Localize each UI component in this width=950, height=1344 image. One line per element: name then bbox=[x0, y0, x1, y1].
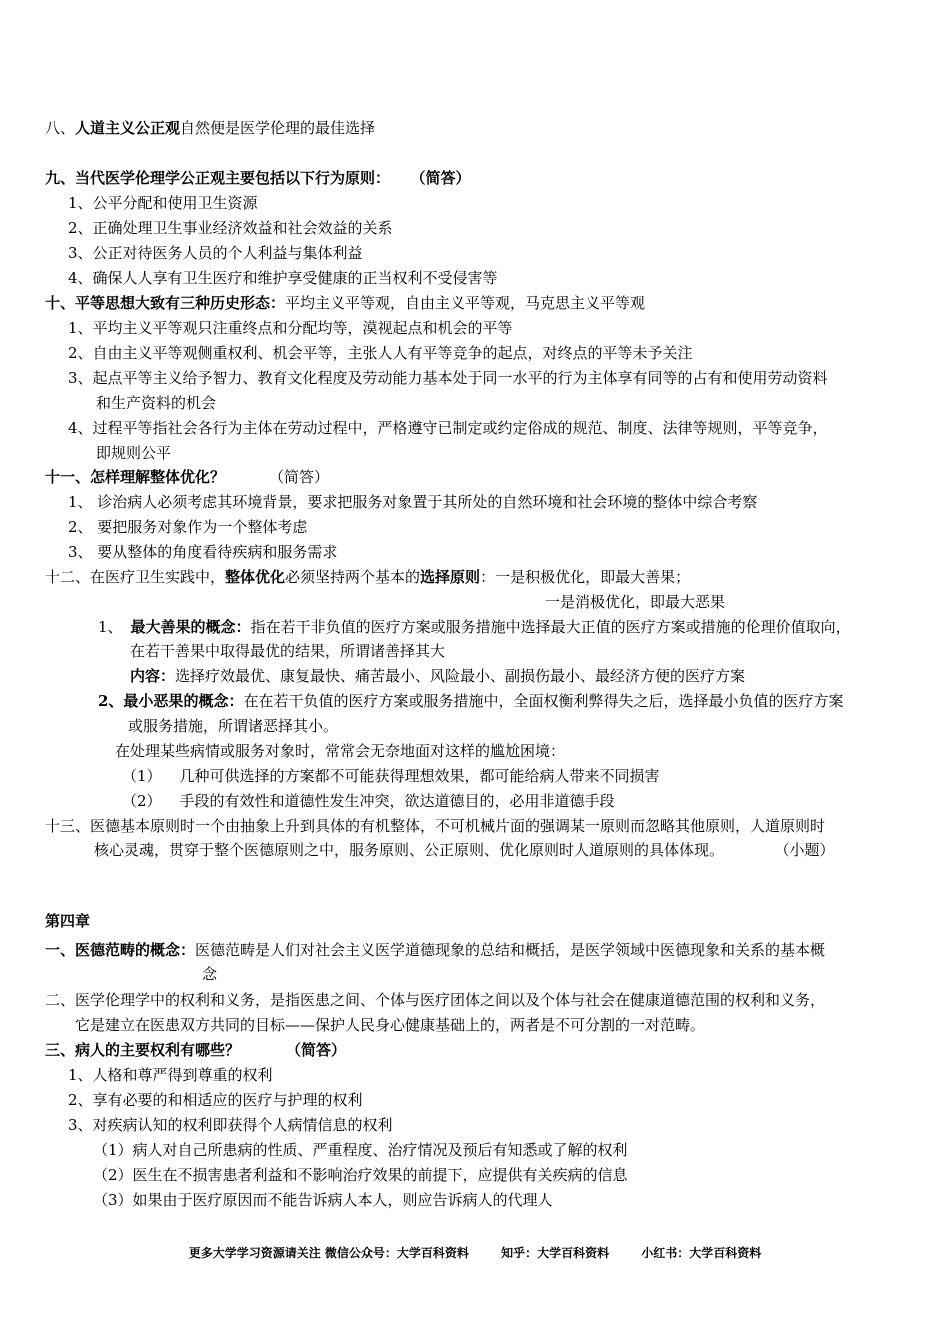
footer-xiaohongshu: 小红书：大学百科资料 bbox=[641, 1246, 762, 1260]
section-12-line2: 一是消极优化，即最大恶果 bbox=[545, 593, 726, 611]
list-item: 3、起点平等主义给予智力、教育文化程度及劳动能力基本处于同一水平的行为主体享有同等的占有和使用劳动资料 bbox=[68, 369, 828, 387]
sub-item: （2）医生在不损害患者利益和不影响治疗效果的前提下，应提供有关疾病的信息 bbox=[93, 1166, 628, 1184]
chapter-heading: 第四章 bbox=[45, 912, 91, 930]
ch4-section-1-cont: 念 bbox=[202, 965, 218, 983]
concept-max-good: 1、 最大善果的概念：指在若干非负值的医疗方案或服务措施中选择最大正值的医疗方案或措施的伦理价值取向， bbox=[98, 618, 851, 636]
list-item: 1、平均主义平等观只注重终点和分配均等，漠视起点和机会的平等 bbox=[68, 319, 513, 337]
list-item: 3、公正对待医务人员的个人利益与集体利益 bbox=[68, 244, 363, 262]
list-item: 1、公平分配和使用卫生资源 bbox=[68, 194, 258, 212]
section-11-heading: 十一、怎样理解整体优化？ （简答） bbox=[45, 468, 330, 486]
concept-min-evil-cont: 或服务措施，所谓诸恶择其小。 bbox=[128, 717, 339, 735]
dilemma-item: （1） 几种可供选择的方案都不可能获得理想效果，都可能给病人带来不同损害 bbox=[122, 767, 660, 785]
section-10-heading: 十、平等思想大致有三种历史形态：平均主义平等观，自由主义平等观，马克思主义平等观 bbox=[45, 294, 646, 312]
section-13-line1: 十三、医德基本原则时一个由抽象上升到具体的有机整体，不可机械片面的强调某一原则而忽略其他原则，人道原则时 bbox=[45, 817, 826, 835]
ch4-section-3-heading: 三、病人的主要权利有哪些？ （简答） bbox=[45, 1041, 347, 1059]
list-item-cont: 即规则公平 bbox=[96, 444, 172, 462]
list-item: 2、享有必要的和相适应的医疗与护理的权利 bbox=[68, 1091, 363, 1109]
ch4-section-2-line1: 二、医学伦理学中的权利和义务，是指医患之间、个体与医疗团体之间以及个体与社会在健康道德范围的权利和义务， bbox=[45, 991, 826, 1009]
list-item: 2、自由主义平等观侧重权利、机会平等，主张人人有平等竞争的起点，对终点的平等未予关注 bbox=[68, 344, 693, 362]
dilemma-intro: 在处理某些病情或服务对象时，常常会无奈地面对这样的尴尬困境： bbox=[115, 742, 566, 760]
footer-zhihu: 知乎：大学百科资料 bbox=[501, 1246, 610, 1260]
concept-max-good-cont: 在若干善果中取得最优的结果，所谓诸善择其大 bbox=[130, 642, 446, 660]
section-13-line2: 核心灵魂，贯穿于整个医德原则之中，服务原则、公正原则、优化原则时人道原则的具体体现。 （小题） bbox=[94, 841, 835, 859]
section-12-heading: 十二、在医疗卫生实践中，整体优化必须坚持两个基本的选择原则：一是积极优化，即最大善果； bbox=[45, 568, 691, 586]
sub-item: （1）病人对自己所患病的性质、严重程度、治疗情况及预后有知悉或了解的权利 bbox=[93, 1141, 628, 1159]
sub-item: （3）如果由于医疗原因而不能告诉病人本人，则应告诉病人的代理人 bbox=[93, 1191, 553, 1209]
ch4-section-1: 一、医德范畴的概念：医德范畴是人们对社会主义医学道德现象的总结和概括，是医学领域中医德现象和关系的基本概 bbox=[45, 941, 826, 959]
section-8: 八、人道主义公正观自然便是医学伦理的最佳选择 bbox=[45, 119, 376, 137]
list-item: 1、人格和尊严得到尊重的权利 bbox=[68, 1066, 273, 1084]
list-item-cont: 和生产资料的机会 bbox=[96, 394, 217, 412]
list-item: 2、正确处理卫生事业经济效益和社会效益的关系 bbox=[68, 219, 393, 237]
list-item: 3、 要从整体的角度看待疾病和服务需求 bbox=[68, 543, 338, 561]
list-item: 1、 诊治病人必须考虑其环境背景，要求把服务对象置于其所处的自然环境和社会环境的整体中综合考察 bbox=[68, 493, 758, 511]
list-item: 4、确保人人享有卫生医疗和维护享受健康的正当权利不受侵害等 bbox=[68, 269, 498, 287]
concept-min-evil: 2、最小恶果的概念：在在若干负值的医疗方案或服务措施中，全面权衡利弊得失之后，选择最小负值的医疗方案 bbox=[98, 692, 844, 710]
dilemma-item: （2） 手段的有效性和道德性发生冲突，欲达道德目的，必用非道德手段 bbox=[122, 792, 615, 810]
footer-wechat: 更多大学学习资源请关注 微信公众号：大学百科资料 bbox=[188, 1246, 469, 1260]
section-9-heading: 九、当代医学伦理学公正观主要包括以下行为原则： （简答） bbox=[45, 169, 471, 187]
ch4-section-2-line2: 它是建立在医患双方共同的目标——保护人民身心健康基础上的，两者是不可分割的一对范畴。 bbox=[75, 1016, 706, 1034]
list-item: 4、过程平等指社会各行为主体在劳动过程中，严格遵守已制定或约定俗成的规范、制度、法律等规则，平等竞争， bbox=[68, 419, 828, 437]
content-line: 内容：选择疗效最优、康复最快、痛苦最小、风险最小、副损伤最小、最经济方便的医疗方案 bbox=[130, 667, 746, 685]
page-footer bbox=[0, 1244, 950, 1261]
list-item: 3、对疾病认知的权利即获得个人病情信息的权利 bbox=[68, 1116, 393, 1134]
list-item: 2、 要把服务对象作为一个整体考虑 bbox=[68, 518, 308, 536]
